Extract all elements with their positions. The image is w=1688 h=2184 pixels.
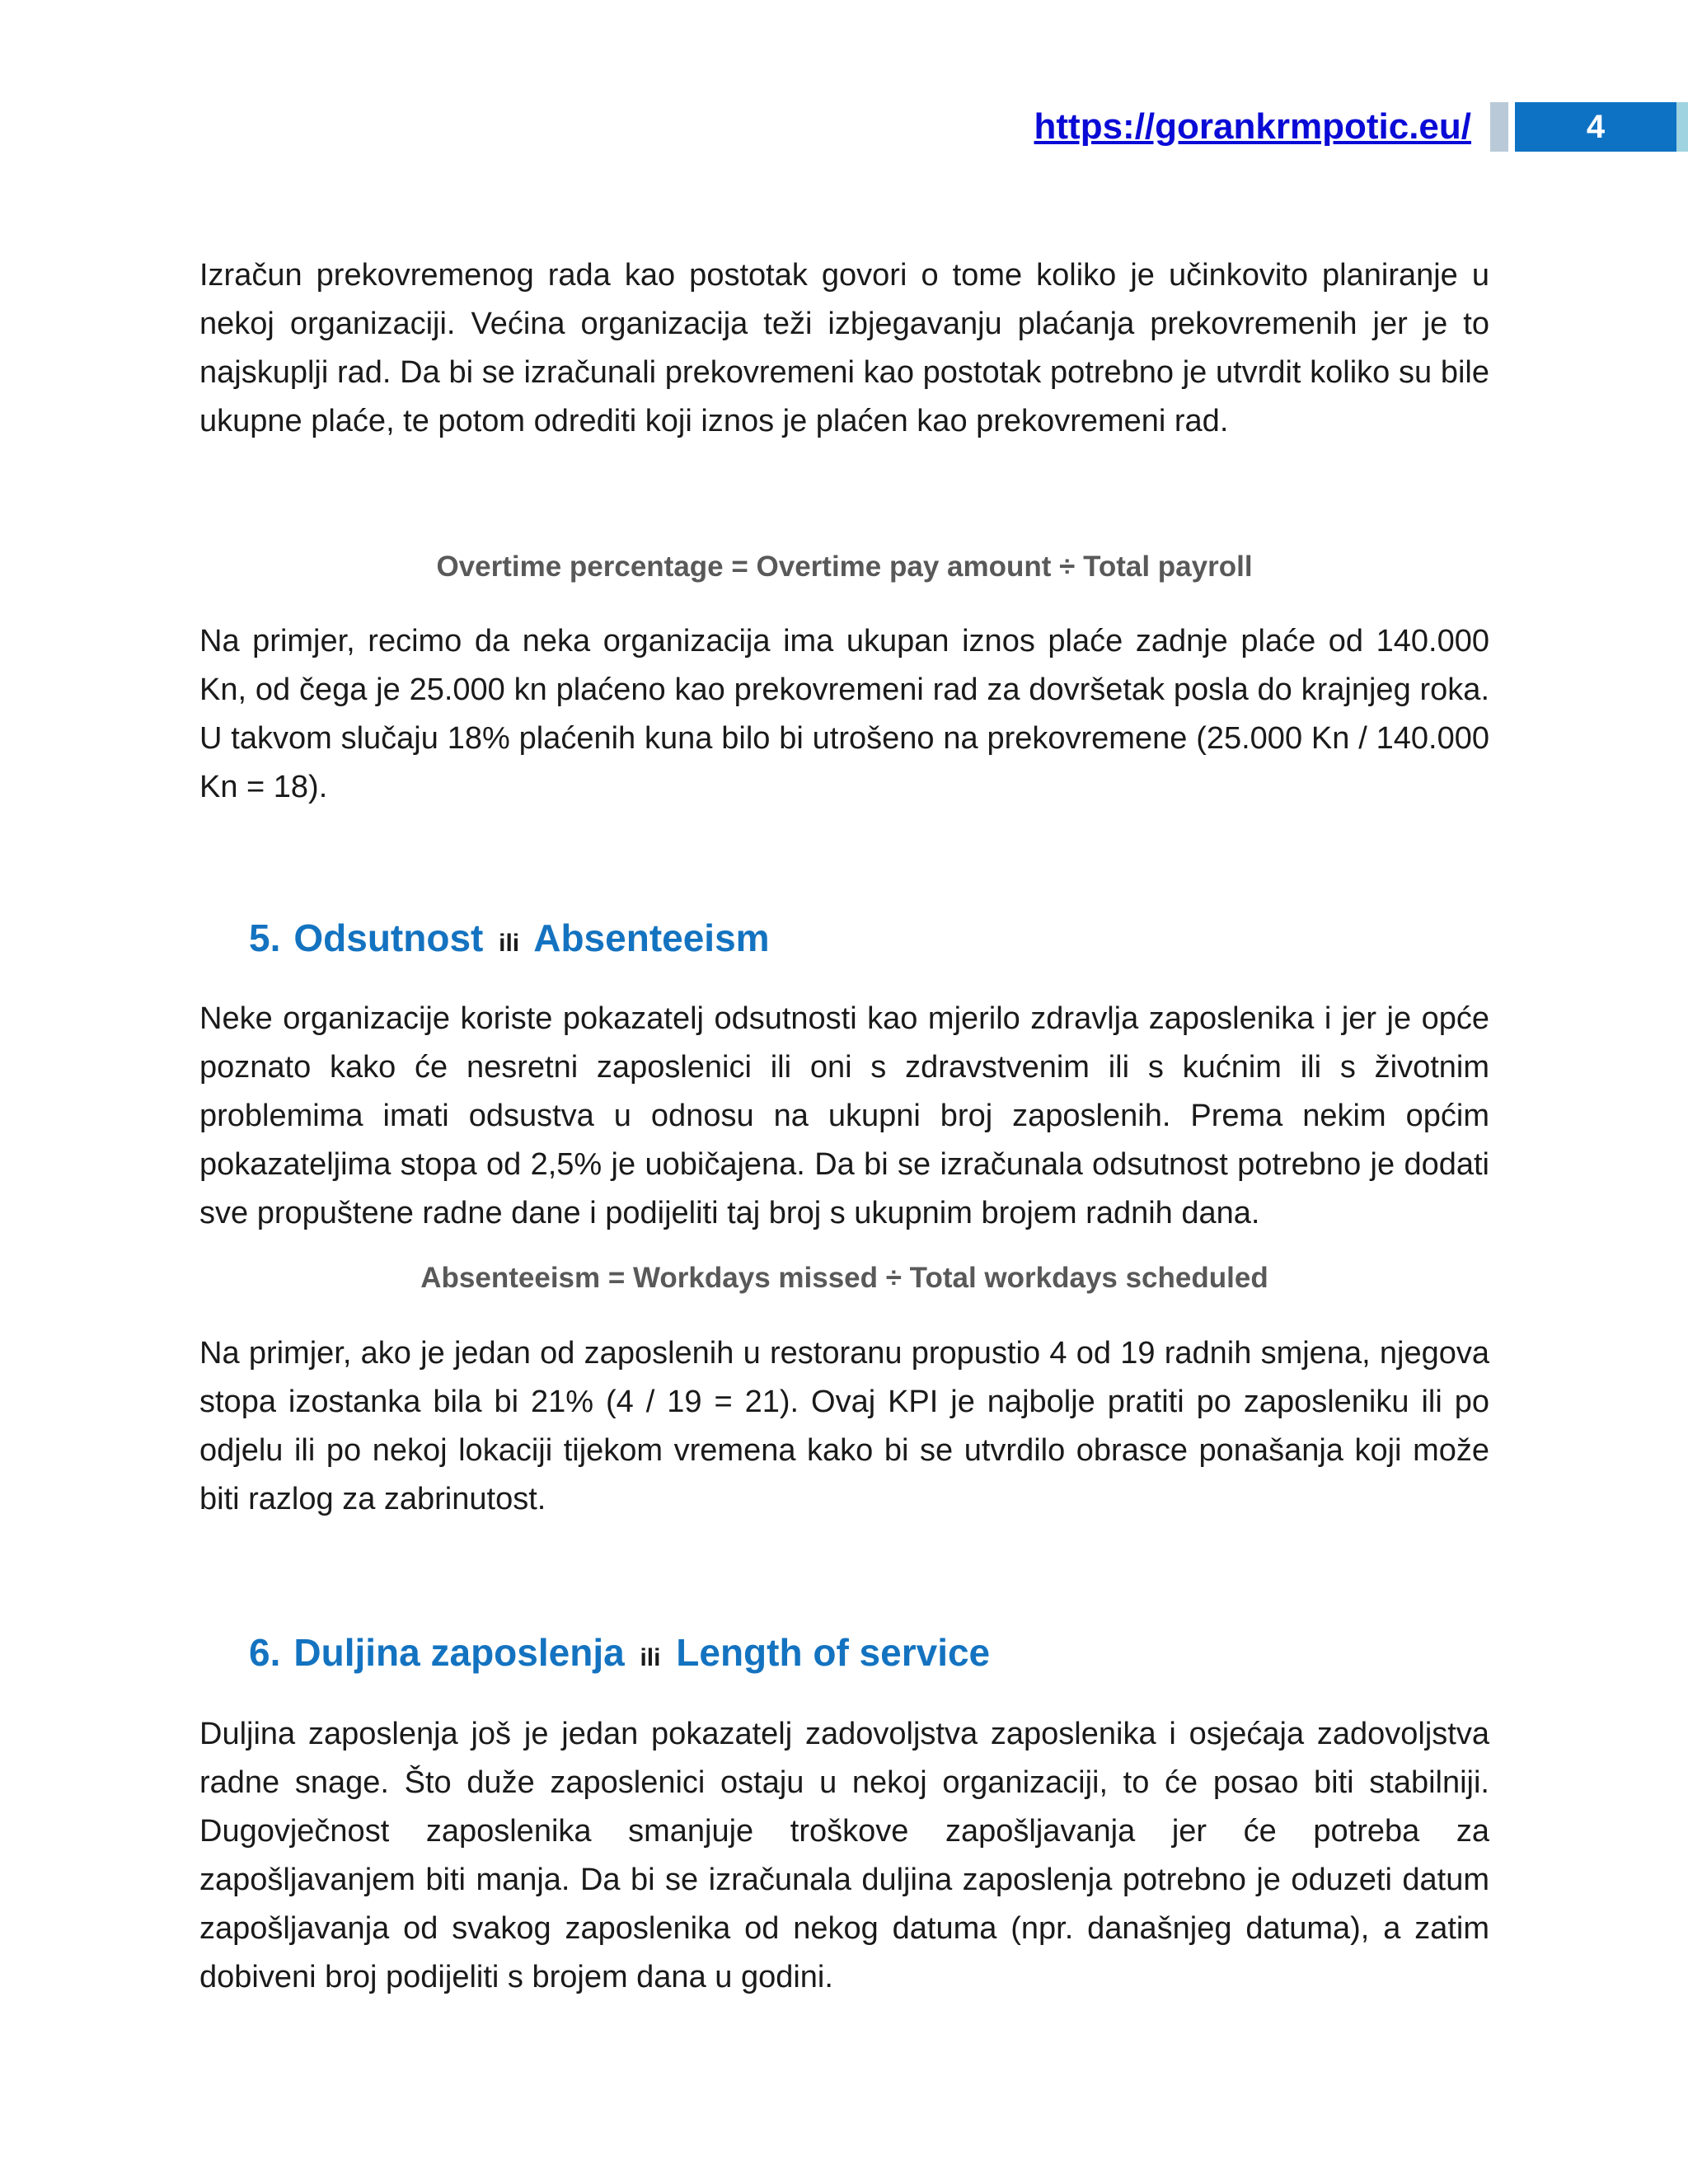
paragraph-overtime-example: Na primjer, recimo da neka organizacija ima ukupan iznos plaće zadnje plaće od 140.000 Kn, od čega je 25.000 kn plaćeno kao prekovremeni rad za dovršetak posla do krajnjeg roka. U takvom slučaju 18% plaćenih kuna bilo bi utrošeno na prekovremene (25.000 Kn / 140.000 Kn = 18). bbox=[199, 624, 1489, 804]
section-connector: ili bbox=[499, 930, 520, 957]
section-number: 5. bbox=[249, 916, 281, 959]
section-title-en: Length of service bbox=[676, 1631, 991, 1674]
paragraph-length-of-service: Duljina zaposlenja još je jedan pokazatelj zadovoljstva zaposlenika i osjećaja zadovoljstva radne snage. Što duže zaposlenici ostaju u nekoj organizaciji, to će posao biti stabilniji. Dugovječnost zaposlenika smanjuje troškove zapošljavanja jer će potreba za zapošljavanjem biti manja. Da bi se izračunala duljina zaposlenja potrebno je oduzeti datum zapošljavanja od svakog zaposlenika od nekog datuma (npr. današnjeg datuma), a zatim dobiveni broj podijeliti s brojem dana u godini. bbox=[199, 1717, 1489, 1994]
section-title: Duljina zaposlenja bbox=[293, 1631, 625, 1674]
formula-absenteeism: Absenteeism = Workdays missed ÷ Total workdays scheduled bbox=[420, 1262, 1268, 1294]
section-title-en: Absenteeism bbox=[533, 916, 770, 959]
page-number: 4 bbox=[1515, 102, 1676, 152]
website-link[interactable]: https://gorankrmpotic.eu/ bbox=[1034, 106, 1471, 147]
paragraph-overtime-intro: Izračun prekovremenog rada kao postotak govori o tome koliko je učinkovito planiranje u nekoj organizaciji. Većina organizacija teži izbjegavanju plaćanja prekovremenih jer je to najskuplji rad. Da bi se izračunali prekovremeni kao postotak potrebno je utvrdit koliko su bile ukupne plaće, te potom odrediti koji iznos je plaćen kao prekovremeni rad. bbox=[199, 258, 1489, 438]
formula-overtime-percentage: Overtime percentage = Overtime pay amount ÷ Total payroll bbox=[436, 551, 1253, 583]
section-title: Odsutnost bbox=[293, 916, 484, 959]
paragraph-absenteeism-intro: Neke organizacije koriste pokazatelj odsutnosti kao mjerilo zdravlja zaposlenika i jer je opće poznato kako će nesretni zaposlenici ili oni s zdravstvenim ili s kućnim ili s životnim problemima imati odsustva u odnosu na ukupni broj zaposlenih. Prema nekim općim pokazateljima stopa od 2,5% je uobičajena. Da bi se izračunala odsutnost potrebno je dodati sve propuštene radne dane i podijeliti taj broj s ukupnim brojem radnih dana. bbox=[199, 1001, 1489, 1230]
section-heading-length-of-service bbox=[249, 1628, 990, 1683]
header-edge-decoration bbox=[1676, 102, 1688, 152]
paragraph-absenteeism-example: Na primjer, ako je jedan od zaposlenih u restoranu propustio 4 od 19 radnih smjena, njegova stopa izostanka bila bi 21% (4 / 19 = 21). Ovaj KPI je najbolje pratiti po zaposleniku ili po odjelu ili po nekoj lokaciji tijekom vremena kako bi se utvrdilo obrasce ponašanja koji može biti razlog za zabrinutost. bbox=[199, 1336, 1489, 1516]
section-connector: ili bbox=[640, 1644, 661, 1671]
section-heading-absenteeism bbox=[249, 913, 770, 968]
section-number: 6. bbox=[249, 1631, 281, 1674]
header-separator bbox=[1490, 102, 1508, 152]
